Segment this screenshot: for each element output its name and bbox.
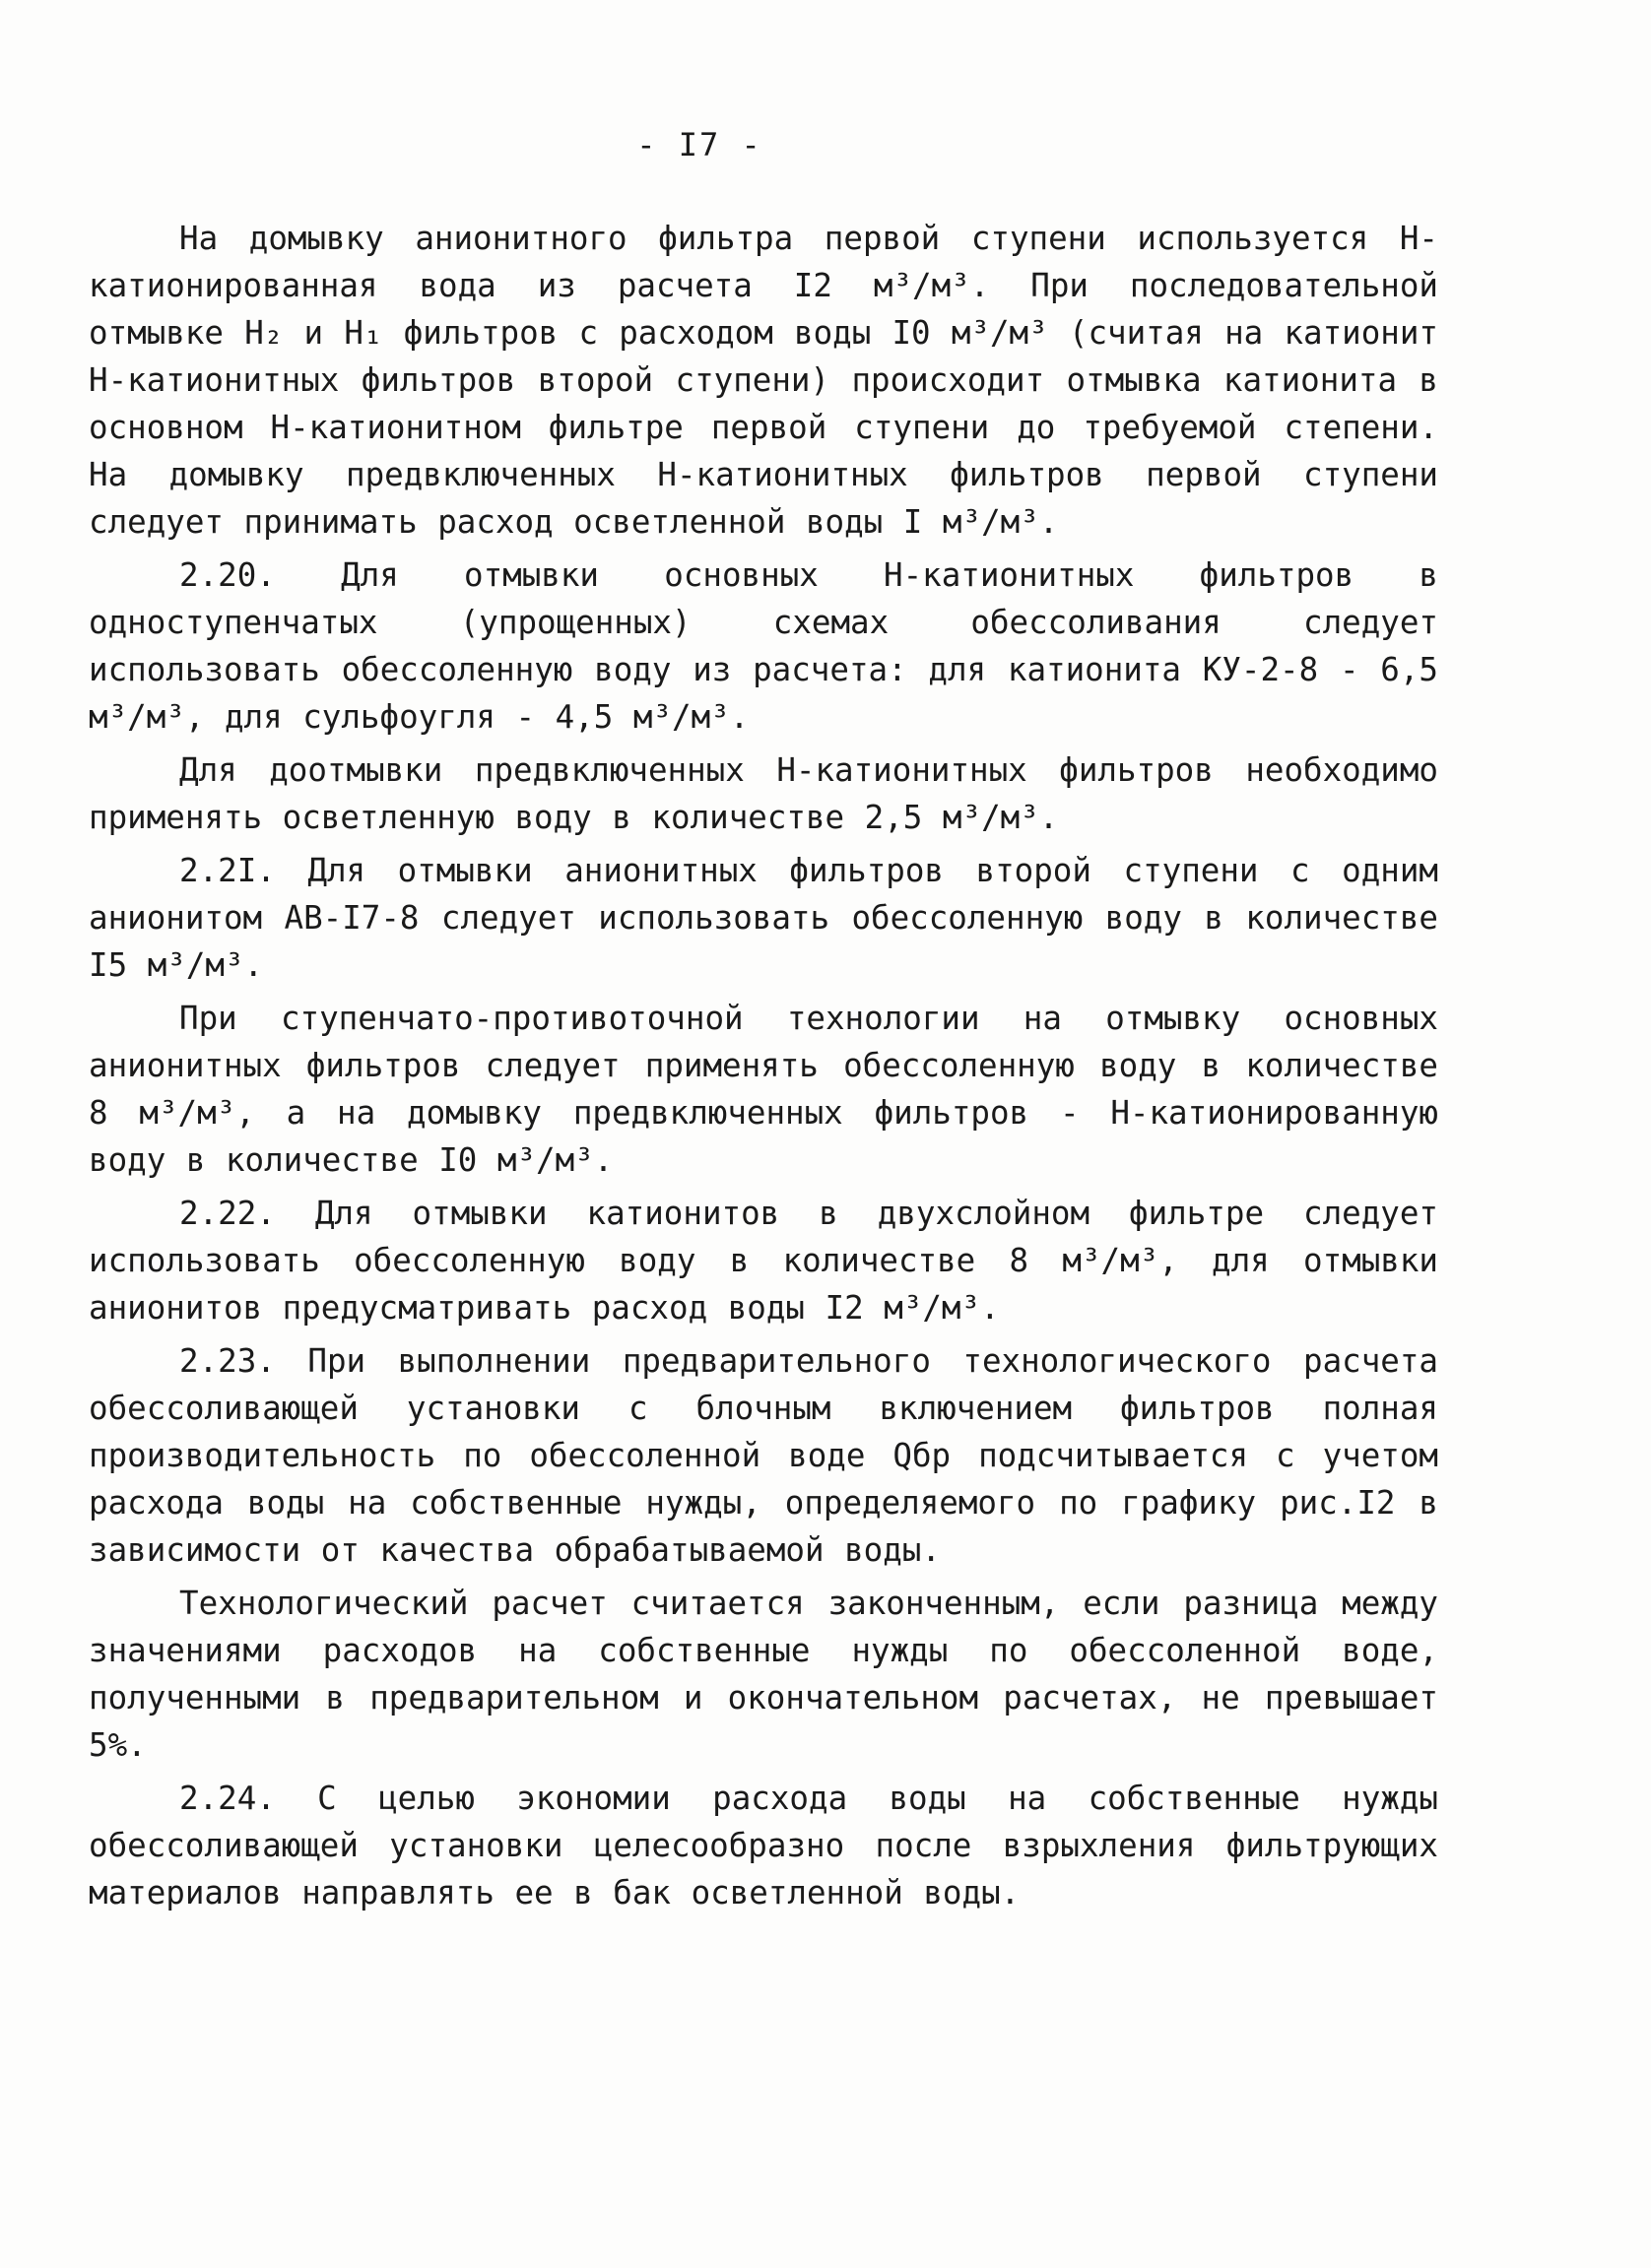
paragraph-stepwise-counterflow: При ступенчато-противоточной технологии на отмывку основных анионитных фильтров следует применять обессоленную воду в количестве 8 м³/м³, а на домывку предвключенных фильтров - H-катионированную воду в количестве I0 м³/м³. <box>89 1000 1438 1179</box>
paragraph-pre-filters-rinse: Для доотмывки предвключенных H-катионитных фильтров необходимо применять осветленную воду в количестве 2,5 м³/м³. <box>89 751 1438 836</box>
paragraph-calculation-finished: Технологический расчет считается законченным, если разница между значениями расходов на собственные нужды по обессоленной воде, полученными в предварительном и окончательном расчетах, не превышает 5%. <box>89 1585 1438 1764</box>
body-text <box>89 215 1438 1916</box>
paragraph-2-24: 2.24. С целью экономии расхода воды на собственные нужды обессоливающей установки целесообразно после взрыхления фильтрующих материалов направлять ее в бак осветленной воды. <box>89 1780 1438 1912</box>
paragraph-2-20: 2.20. Для отмывки основных H-катионитных фильтров в одноступенчатых (упрощенных) схемах обессоливания следует использовать обессоленную воду из расчета: для катионита КУ-2-8 - 6,5 м³/м³, для сульфоугля - 4,5 м³/м³. <box>89 556 1438 736</box>
page-number: - I7 - <box>636 126 762 163</box>
paragraph-2-23: 2.23. При выполнении предварительного технологического расчета обессоливающей установки с блочным включением фильтров полная производительность по обессоленной воде Qбр подсчитывается с учетом расхода воды на собственные нужды, определяемого по графику рис.I2 в зависимости от качества обрабатываемой воды. <box>89 1342 1438 1569</box>
paragraph-rinse-anion-filter: На домывку анионитного фильтра первой ступени используется H-катионированная вода из расчета I2 м³/м³. При последовательной отмывке H₂ и H₁ фильтров с расходом воды I0 м³/м³ (считая на катионит H-катионитных фильтров второй ступени) происходит отмывка катионита в основном H-катионитном фильтре первой ступени до требуемой степени. На домывку предвключенных H-катионитных фильтров первой ступени следует принимать расход осветленной воды I м³/м³. <box>89 220 1438 541</box>
paragraph-2-21: 2.2I. Для отмывки анионитных фильтров второй ступени с одним анионитом АВ-I7-8 следует использовать обессоленную воду в количестве I5 м³/м³. <box>89 852 1438 984</box>
paragraph-2-22: 2.22. Для отмывки катионитов в двухслойном фильтре следует использовать обессоленную воду в количестве 8 м³/м³, для отмывки анионитов предусматривать расход воды I2 м³/м³. <box>89 1195 1438 1327</box>
